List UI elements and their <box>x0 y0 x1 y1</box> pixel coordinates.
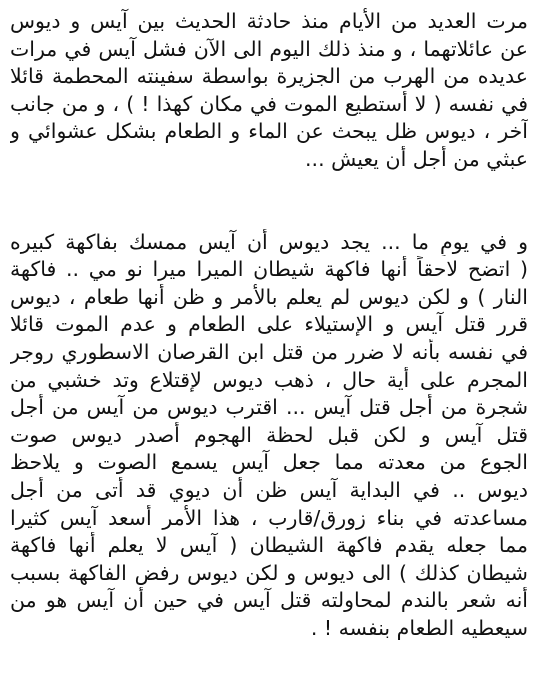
text-line: قرر قتل آيس و الإستيلاء على الطعام و عدم الموت قائلا <box>10 312 528 337</box>
text-line: عديده من الهرب من الجزيرة بواسطة سفينته المحطمة قائلا <box>10 64 528 89</box>
paragraph-2 <box>10 229 528 643</box>
text-line: أنه شعر بالندم لمحاولته قتل آيس في حين أن آيس هو من <box>10 588 528 613</box>
text-line: ديوس .. في البداية آيس ظن أن ديوي قد أتى من أجل <box>10 477 528 502</box>
text-line: شيطان كذلك ) الى ديوس و لكن ديوس رفض الفاكهة بسبب <box>10 560 528 585</box>
text-line: ( اتضح لاحقاً أنها فاكهة شيطان الميرا ميرا نو مي .. فاكهة <box>10 257 528 282</box>
text-line: عبثي من أجل أن يعيش ... <box>305 146 528 171</box>
text-line: في نفسه ( لا أستطيع الموت في مكان كهذا ! ) ، و من جانب <box>10 91 528 116</box>
text-line: مما جعله يقدم فاكهة الشيطان ( آيس لا يعلم أنها فاكهة <box>10 533 528 558</box>
text-line: المجرم على أية حال ، ذهب ديوس لإقتلاع وتد خشبي من <box>10 367 528 392</box>
text-line: و في يومٍ ما ... يجد ديوس أن آيس ممسك بفاكهة كبيره <box>10 229 528 254</box>
text-line: الجوع من معدته مما جعل آيس يسمع الصوت و يلاحظ <box>10 450 528 475</box>
text-line: في نفسه بأنه لا ضرر من قتل ابن القرصان الاسطوري روجر <box>10 339 528 364</box>
text-line: النار ) و لكن ديوس لم يعلم بالأمر و ظن أنها طعام ، ديوس <box>10 284 528 309</box>
text-line: مساعدته في بناء زورق/قارب ، هذا الأمر أسعد آيس كثيرا <box>10 505 528 530</box>
text-line: قتل آيس و لكن قبل لحظة الهجوم أصدر ديوس صوت <box>10 422 528 447</box>
text-line: سيعطيه الطعام بنفسه ! . <box>310 615 528 640</box>
text-line: مرت العديد من الأيام منذ حادثة الحديث بين آيس و ديوس <box>10 9 528 33</box>
text-line: شجرة من أجل قتل آيس ... اقترب ديوس من آيس من أجل <box>10 395 528 420</box>
paragraph-spacer <box>10 174 528 229</box>
text-line: آخر ، ديوس ظل يبحث عن الماء و الطعام بشكل عشوائي و <box>10 119 528 144</box>
text-line: عن عائلاتهما ، و منذ ذلك اليوم الى الآن فشل آيس في مرات <box>10 36 528 61</box>
paragraph-1 <box>10 8 528 174</box>
